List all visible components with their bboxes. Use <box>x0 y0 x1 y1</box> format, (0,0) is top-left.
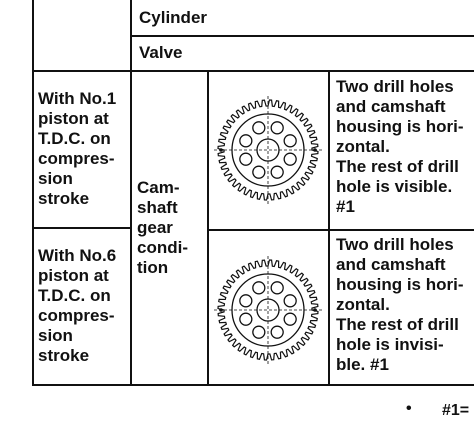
drill-hole <box>253 166 265 178</box>
row2-description-line: hole is invisi- <box>336 335 444 354</box>
row2-description-line: housing is hori- <box>336 275 464 294</box>
row1-label-line: T.D.C. on <box>38 129 111 148</box>
header-valve: Valve <box>139 43 183 62</box>
housing-mark-right <box>313 148 317 152</box>
condition-label-line: gear <box>137 218 173 237</box>
camshaft-gear-diagram-row2 <box>213 255 323 365</box>
drill-hole <box>284 313 296 325</box>
row1-label-line: compres- <box>38 149 115 168</box>
table-line-header-bottom <box>32 70 474 72</box>
table-line-row-divider-right <box>207 229 474 231</box>
row2-description-line: zontal. <box>336 295 390 314</box>
row1-description-line: The rest of drill <box>336 157 459 176</box>
condition-label-line: Cam- <box>137 178 180 197</box>
header-cylinder: Cylinder <box>139 8 208 27</box>
housing-mark-left <box>219 308 223 312</box>
table-line-row-divider-left <box>32 227 132 229</box>
row2-label-line: T.D.C. on <box>38 286 111 305</box>
drill-hole <box>253 282 265 294</box>
footer-note-start: #1= <box>442 402 470 419</box>
row1-description-line: #1 <box>336 197 355 216</box>
row2-label <box>38 246 133 366</box>
drill-hole <box>284 135 296 147</box>
row2-label-line: With No.6 <box>38 246 117 265</box>
drill-hole <box>284 153 296 165</box>
row2-description-line: and camshaft <box>336 255 446 274</box>
row1-label <box>38 89 133 209</box>
row2-description-line: ble. #1 <box>336 355 389 374</box>
row1-label-line: stroke <box>38 189 90 208</box>
row1-description-line: hole is visible. <box>336 177 453 196</box>
drill-hole <box>240 313 252 325</box>
condition-label-line: tion <box>137 258 169 277</box>
drill-hole <box>271 282 283 294</box>
table-divider-condition-column <box>207 70 209 386</box>
drill-hole <box>271 122 283 134</box>
row1-label-line: sion <box>38 169 73 188</box>
footer-bullet: • <box>406 400 412 417</box>
row2-description-line: The rest of drill <box>336 315 459 334</box>
drill-hole <box>253 122 265 134</box>
row1-description-line: housing is hori- <box>336 117 464 136</box>
row2-label-line: stroke <box>38 346 90 365</box>
camshaft-gear-diagram-row1 <box>213 95 323 205</box>
housing-mark-left <box>219 148 223 152</box>
drill-hole <box>284 295 296 307</box>
row1-label-line: With No.1 <box>38 89 117 108</box>
row1-description-line: and camshaft <box>336 97 446 116</box>
drill-hole <box>240 295 252 307</box>
table-line-header-mid <box>130 35 474 37</box>
row1-description <box>336 77 472 217</box>
drill-hole <box>240 153 252 165</box>
condition-label-line: condi- <box>137 238 188 257</box>
table-border-left <box>32 0 34 386</box>
row2-description-line: Two drill holes <box>336 235 454 254</box>
drill-hole <box>271 326 283 338</box>
housing-mark-right <box>313 308 317 312</box>
row2-label-line: piston at <box>38 266 109 285</box>
table-border-bottom <box>32 384 474 386</box>
drill-hole <box>240 135 252 147</box>
table-divider-image-column <box>328 70 330 386</box>
row1-description-line: zontal. <box>336 137 390 156</box>
row1-description-line: Two drill holes <box>336 77 454 96</box>
row2-label-line: sion <box>38 326 73 345</box>
drill-hole <box>253 326 265 338</box>
row2-description <box>336 235 472 375</box>
drill-hole <box>271 166 283 178</box>
row2-label-line: compres- <box>38 306 115 325</box>
row1-label-line: piston at <box>38 109 109 128</box>
camshaft-gear-condition-label <box>137 178 205 278</box>
condition-label-line: shaft <box>137 198 178 217</box>
